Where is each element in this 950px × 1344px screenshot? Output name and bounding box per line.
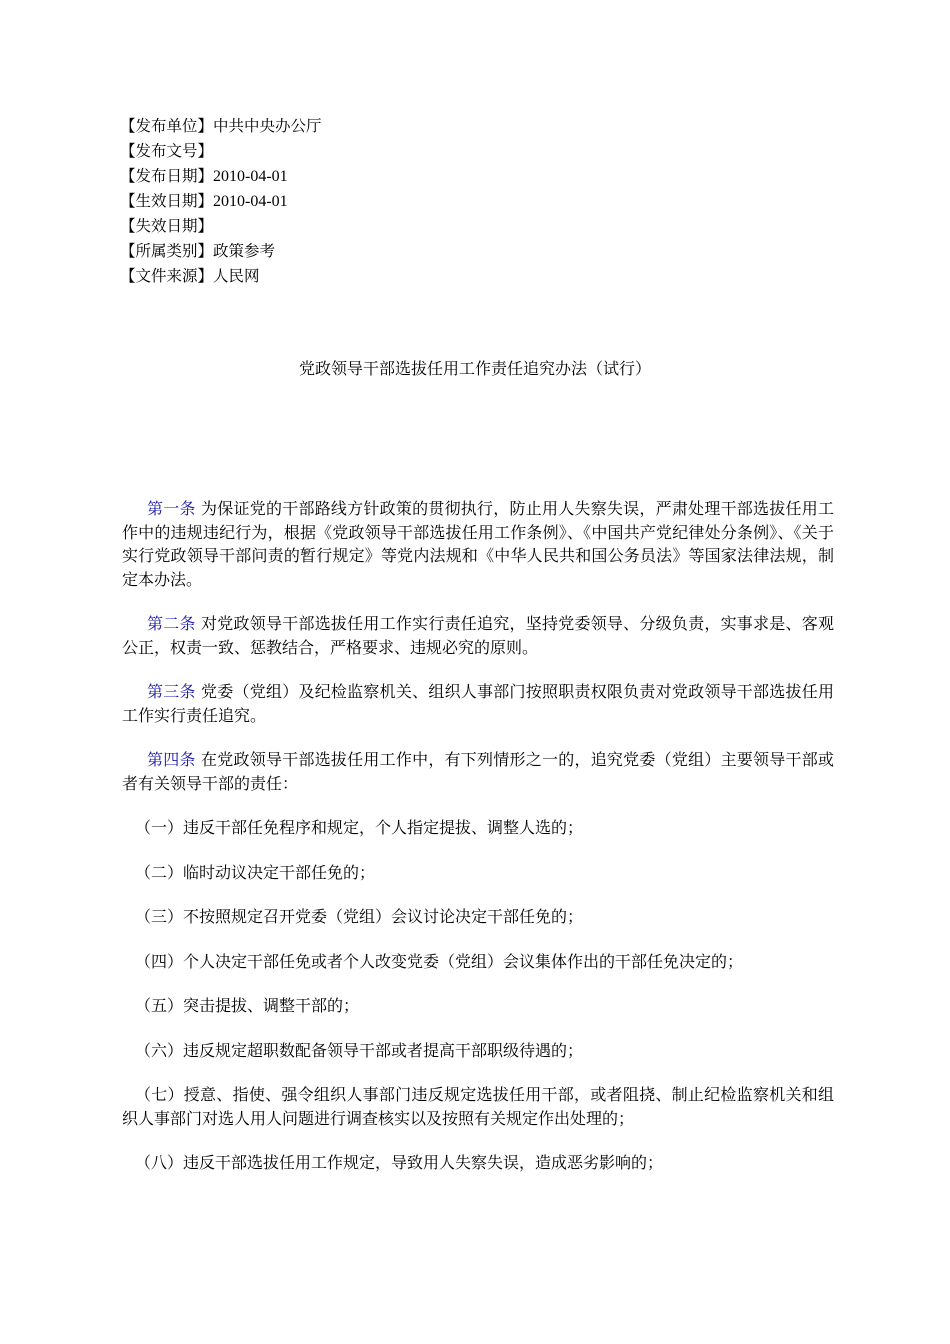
article-label: 第一条 xyxy=(147,499,196,518)
list-item: （二）临时动议决定干部任免的； xyxy=(135,862,376,882)
meta-label: 【生效日期】 xyxy=(120,192,214,210)
meta-effective-date xyxy=(120,189,620,214)
list-item: （七）授意、指使、强令组织人事部门违反规定选拔任用干部，或者阻挠、制止纪检监察机关和组织人事部门对选人用人问题进行调查核实以及按照有关规定作出处理的； xyxy=(122,1085,834,1128)
meta-doc-number xyxy=(120,139,620,164)
meta-source xyxy=(120,264,620,289)
meta-value: 2010-04-01 xyxy=(213,193,288,210)
article-label: 第三条 xyxy=(147,682,196,701)
list-item: （四）个人决定干部任免或者个人改变党委（党组）会议集体作出的干部任免决定的； xyxy=(135,951,744,971)
article-2 xyxy=(122,612,834,659)
list-item: （三）不按照规定召开党委（党组）会议讨论决定干部任免的； xyxy=(135,907,584,926)
meta-label: 【发布文号】 xyxy=(120,142,214,160)
list-item: （五）突击提拔、调整干部的； xyxy=(135,996,360,1015)
document-body xyxy=(122,497,834,1196)
article-label: 第二条 xyxy=(147,614,196,633)
list-item: （一）违反干部任免程序和规定，个人指定提拔、调整人选的； xyxy=(135,818,584,837)
meta-value: 中共中央办公厅 xyxy=(213,117,322,135)
meta-value: 政策参考 xyxy=(213,242,276,260)
document-metadata xyxy=(120,114,620,289)
meta-publish-date xyxy=(120,164,620,189)
article-4 xyxy=(122,748,834,795)
meta-label: 【发布日期】 xyxy=(120,167,214,185)
list-item: （六）违反规定超职数配备领导干部或者提高干部职级待遇的； xyxy=(135,1040,584,1060)
list-item: （八）违反干部选拔任用工作规定，导致用人失察失误，造成恶劣影响的； xyxy=(135,1153,664,1172)
article-text: 党委（党组）及纪检监察机关、组织人事部门按照职责权限负责对党政领导干部选拔任用工作实行责任追究。 xyxy=(122,682,834,725)
meta-expiry-date xyxy=(120,214,620,239)
article-text: 在党政领导干部选拔任用工作中，有下列情形之一的，追究党委（党组）主要领导干部或者有关领导干部的责任： xyxy=(122,750,834,793)
meta-label: 【文件来源】 xyxy=(120,267,214,285)
meta-label: 【发布单位】 xyxy=(120,117,214,135)
article-label: 第四条 xyxy=(147,750,196,769)
document-title: 党政领导干部选拔任用工作责任追究办法（试行） xyxy=(298,359,651,378)
article-3 xyxy=(122,680,834,727)
meta-value: 2010-04-01 xyxy=(213,168,288,185)
meta-category xyxy=(120,239,620,264)
meta-value: 人民网 xyxy=(213,267,260,285)
meta-label: 【所属类别】 xyxy=(120,242,214,260)
article-text: 对党政领导干部选拔任用工作实行责任追究，坚持党委领导、分级负责，实事求是、客观公正，权责一致、惩教结合，严格要求、违规必究的原则。 xyxy=(122,614,834,657)
meta-publisher xyxy=(120,114,620,139)
article-1 xyxy=(122,497,834,591)
meta-label: 【失效日期】 xyxy=(120,217,214,235)
article-text: 为保证党的干部路线方针政策的贯彻执行，防止用人失察失误，严肃处理干部选拔任用工作中的违规违纪行为，根据《党政领导干部选拔任用工作条例》、《中国共产党纪律处分条例》、《关于实行党政领导干部问责的暂行规定》等党内法规和《中华人民共和国公务员法》等国家法律法规，制定本办法。 xyxy=(122,499,834,589)
